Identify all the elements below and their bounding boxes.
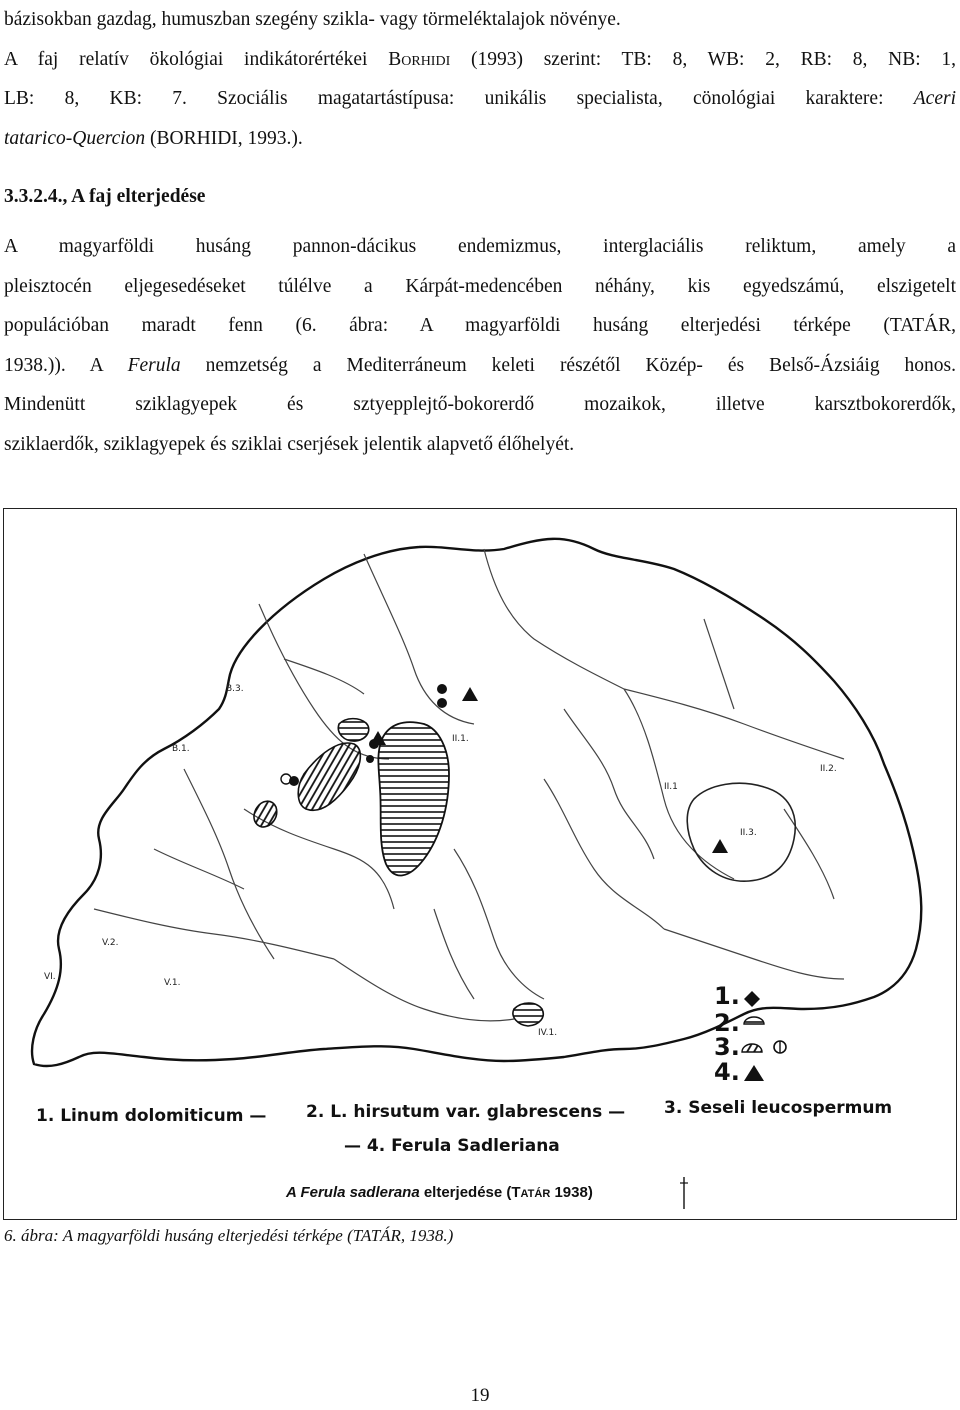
- region-label: V.2.: [102, 938, 119, 948]
- distribution-map-figure: [3, 508, 957, 1220]
- figure-caption: 6. ábra: A magyarföldi husáng elterjedési térképe (TATÁR, 1938.): [4, 1226, 454, 1245]
- author-smallcaps: Borhidi: [388, 48, 451, 70]
- hatched-area-horizontal-small: [338, 719, 368, 741]
- species-list: [36, 1098, 892, 1156]
- ferula-triangle: [712, 839, 728, 853]
- region-label: II.1.: [452, 734, 469, 744]
- intro-line-4-b: (BORHIDI, 1993.).: [145, 127, 303, 149]
- linum-dot: [437, 698, 447, 708]
- hatched-area-south: [513, 1003, 543, 1026]
- map-title-c: 1938): [550, 1184, 593, 1201]
- region-label: II.1: [664, 782, 678, 792]
- region-label: VI.: [44, 972, 56, 982]
- species-3: 3. Seseli leucospermum: [664, 1098, 893, 1118]
- linum-dot: [366, 755, 374, 763]
- hatched-area-horizontal: [378, 722, 449, 875]
- intro-line-4-italic: tatarico-Quercion: [4, 127, 146, 149]
- region-label: V.1.: [164, 978, 181, 988]
- species-1: 1. Linum dolomiticum —: [36, 1106, 267, 1126]
- linum-dot: [437, 684, 447, 694]
- region-label: II.2.: [820, 764, 837, 774]
- intro-line-3-a: LB: 8, KB: 7. Szociális magatartástípusa: unikális specialista, cönológiai karaktere:: [4, 88, 914, 109]
- legend-number: 3.: [714, 1033, 740, 1061]
- legend-number: 2.: [714, 1009, 740, 1037]
- main-line-4-b: nemzetség a Mediterráneum keleti részétől Közép- és Belső-Ázsiáig honos.: [180, 354, 956, 376]
- region-label: B.3.: [226, 684, 244, 694]
- genus-italic: Ferula: [127, 354, 181, 376]
- region-label: II.3.: [740, 828, 757, 838]
- intro-line-2-a: A faj relatív ökológiai indikátorértékei: [4, 48, 389, 70]
- legend-hatched-icon: [742, 1044, 762, 1052]
- intro-paragraph: [4, 0, 956, 158]
- main-line-2: pleisztocén eljegesedéseket túlélve a Kárpát-medencében néhány, kis egyedszámú, elszigetelt: [4, 275, 956, 297]
- main-line-1: A magyarföldi husáng pannon-dácikus endemizmus, interglaciális reliktum, amely a: [4, 236, 956, 257]
- legend-number: 4.: [714, 1058, 740, 1086]
- intro-line-3: [4, 79, 956, 119]
- legend-diamond-icon: [744, 991, 760, 1007]
- intro-line-1: bázisokban gazdag, humuszban szegény szikla- vagy törmeléktalajok növénye.: [4, 9, 621, 30]
- legend: [714, 982, 740, 1086]
- map-title: [285, 1184, 593, 1201]
- species-2: 2. L. hirsutum var. glabrescens —: [306, 1102, 626, 1122]
- intro-line-3-italic: Aceri: [913, 88, 956, 109]
- map-title-b: elterjedése (: [419, 1184, 512, 1201]
- main-line-3: populációban maradt fenn (6. ábra: A magyarföldi husáng elterjedési térképe (TATÁR,: [4, 315, 956, 336]
- main-line-6: sziklaerdők, sziklagyepek és sziklai cserjések jelentik alapvető élőhelyét.: [4, 433, 575, 455]
- main-paragraph: [4, 227, 956, 464]
- legend-semicircle-icon: [744, 1017, 764, 1024]
- hatched-area-diagonal: [298, 743, 360, 810]
- main-line-4-a: 1938.)). A: [4, 354, 128, 376]
- main-line-4: [4, 346, 956, 386]
- region-label: IV.1.: [538, 1028, 558, 1038]
- main-line-5: Mindenütt sziklagyepek és sztyepplejtő-bokorerdő mozaikok, illetve karsztbokorerdők,: [4, 394, 956, 415]
- map-title-author: Tatár: [511, 1184, 551, 1201]
- map-title-italic: A Ferula sadlerana: [286, 1184, 420, 1201]
- distribution-map: [4, 509, 956, 1219]
- region-label: B.1.: [172, 744, 190, 754]
- intro-line-4: [4, 119, 956, 159]
- section-heading: 3.3.2.4., A faj elterjedése: [4, 186, 206, 207]
- intro-line-2: [4, 40, 956, 80]
- ferula-triangle: [462, 687, 478, 701]
- district-lines: [94, 549, 844, 1021]
- legend-triangle-icon: [744, 1065, 764, 1081]
- page-number: 19: [470, 1385, 490, 1406]
- legend-number: 1.: [714, 982, 740, 1010]
- species-4: — 4. Ferula Sadleriana: [344, 1136, 560, 1156]
- intro-line-2-b: (1993) szerint: TB: 8, WB: 2, RB: 8, NB: 1,: [450, 48, 957, 70]
- hatched-area-diagonal-small: [254, 801, 277, 827]
